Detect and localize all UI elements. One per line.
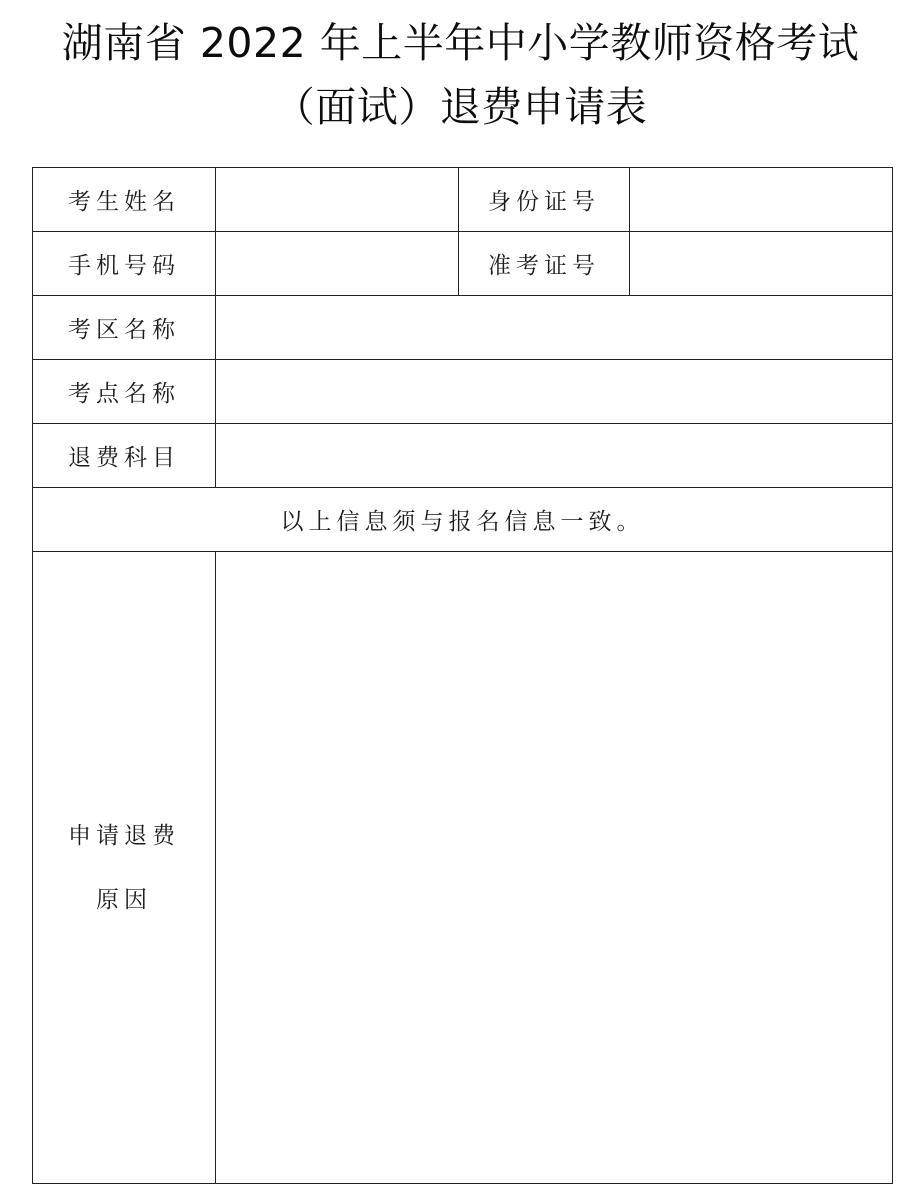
reason-label-line-1: 申请退费	[68, 822, 180, 849]
subject-field[interactable]	[216, 424, 893, 488]
reason-label-line-2: 原因	[96, 886, 152, 913]
district-field[interactable]	[216, 296, 893, 360]
name-field[interactable]	[216, 168, 459, 232]
admission-number-field[interactable]	[630, 232, 893, 296]
row-subject	[33, 424, 893, 488]
admission-number-label: 准考证号	[459, 232, 630, 296]
reason-field[interactable]	[216, 552, 893, 1184]
notice-text: 以上信息须与报名信息一致。	[33, 488, 893, 552]
row-phone-admission	[33, 232, 893, 296]
row-district	[33, 296, 893, 360]
row-notice	[33, 488, 893, 552]
row-reason	[33, 552, 893, 1184]
name-label: 考生姓名	[33, 168, 216, 232]
id-number-label: 身份证号	[459, 168, 630, 232]
id-number-field[interactable]	[630, 168, 893, 232]
subject-label: 退费科目	[33, 424, 216, 488]
phone-field[interactable]	[216, 232, 459, 296]
form-title-line-2: （面试）退费申请表	[273, 83, 648, 131]
site-field[interactable]	[216, 360, 893, 424]
refund-application-table	[32, 167, 893, 1184]
reason-label	[33, 552, 216, 1184]
phone-label: 手机号码	[33, 232, 216, 296]
row-name-id	[33, 168, 893, 232]
district-label: 考区名称	[33, 296, 216, 360]
row-site	[33, 360, 893, 424]
site-label: 考点名称	[33, 360, 216, 424]
form-title-line-1: 湖南省 2022 年上半年中小学教师资格考试	[61, 19, 860, 67]
